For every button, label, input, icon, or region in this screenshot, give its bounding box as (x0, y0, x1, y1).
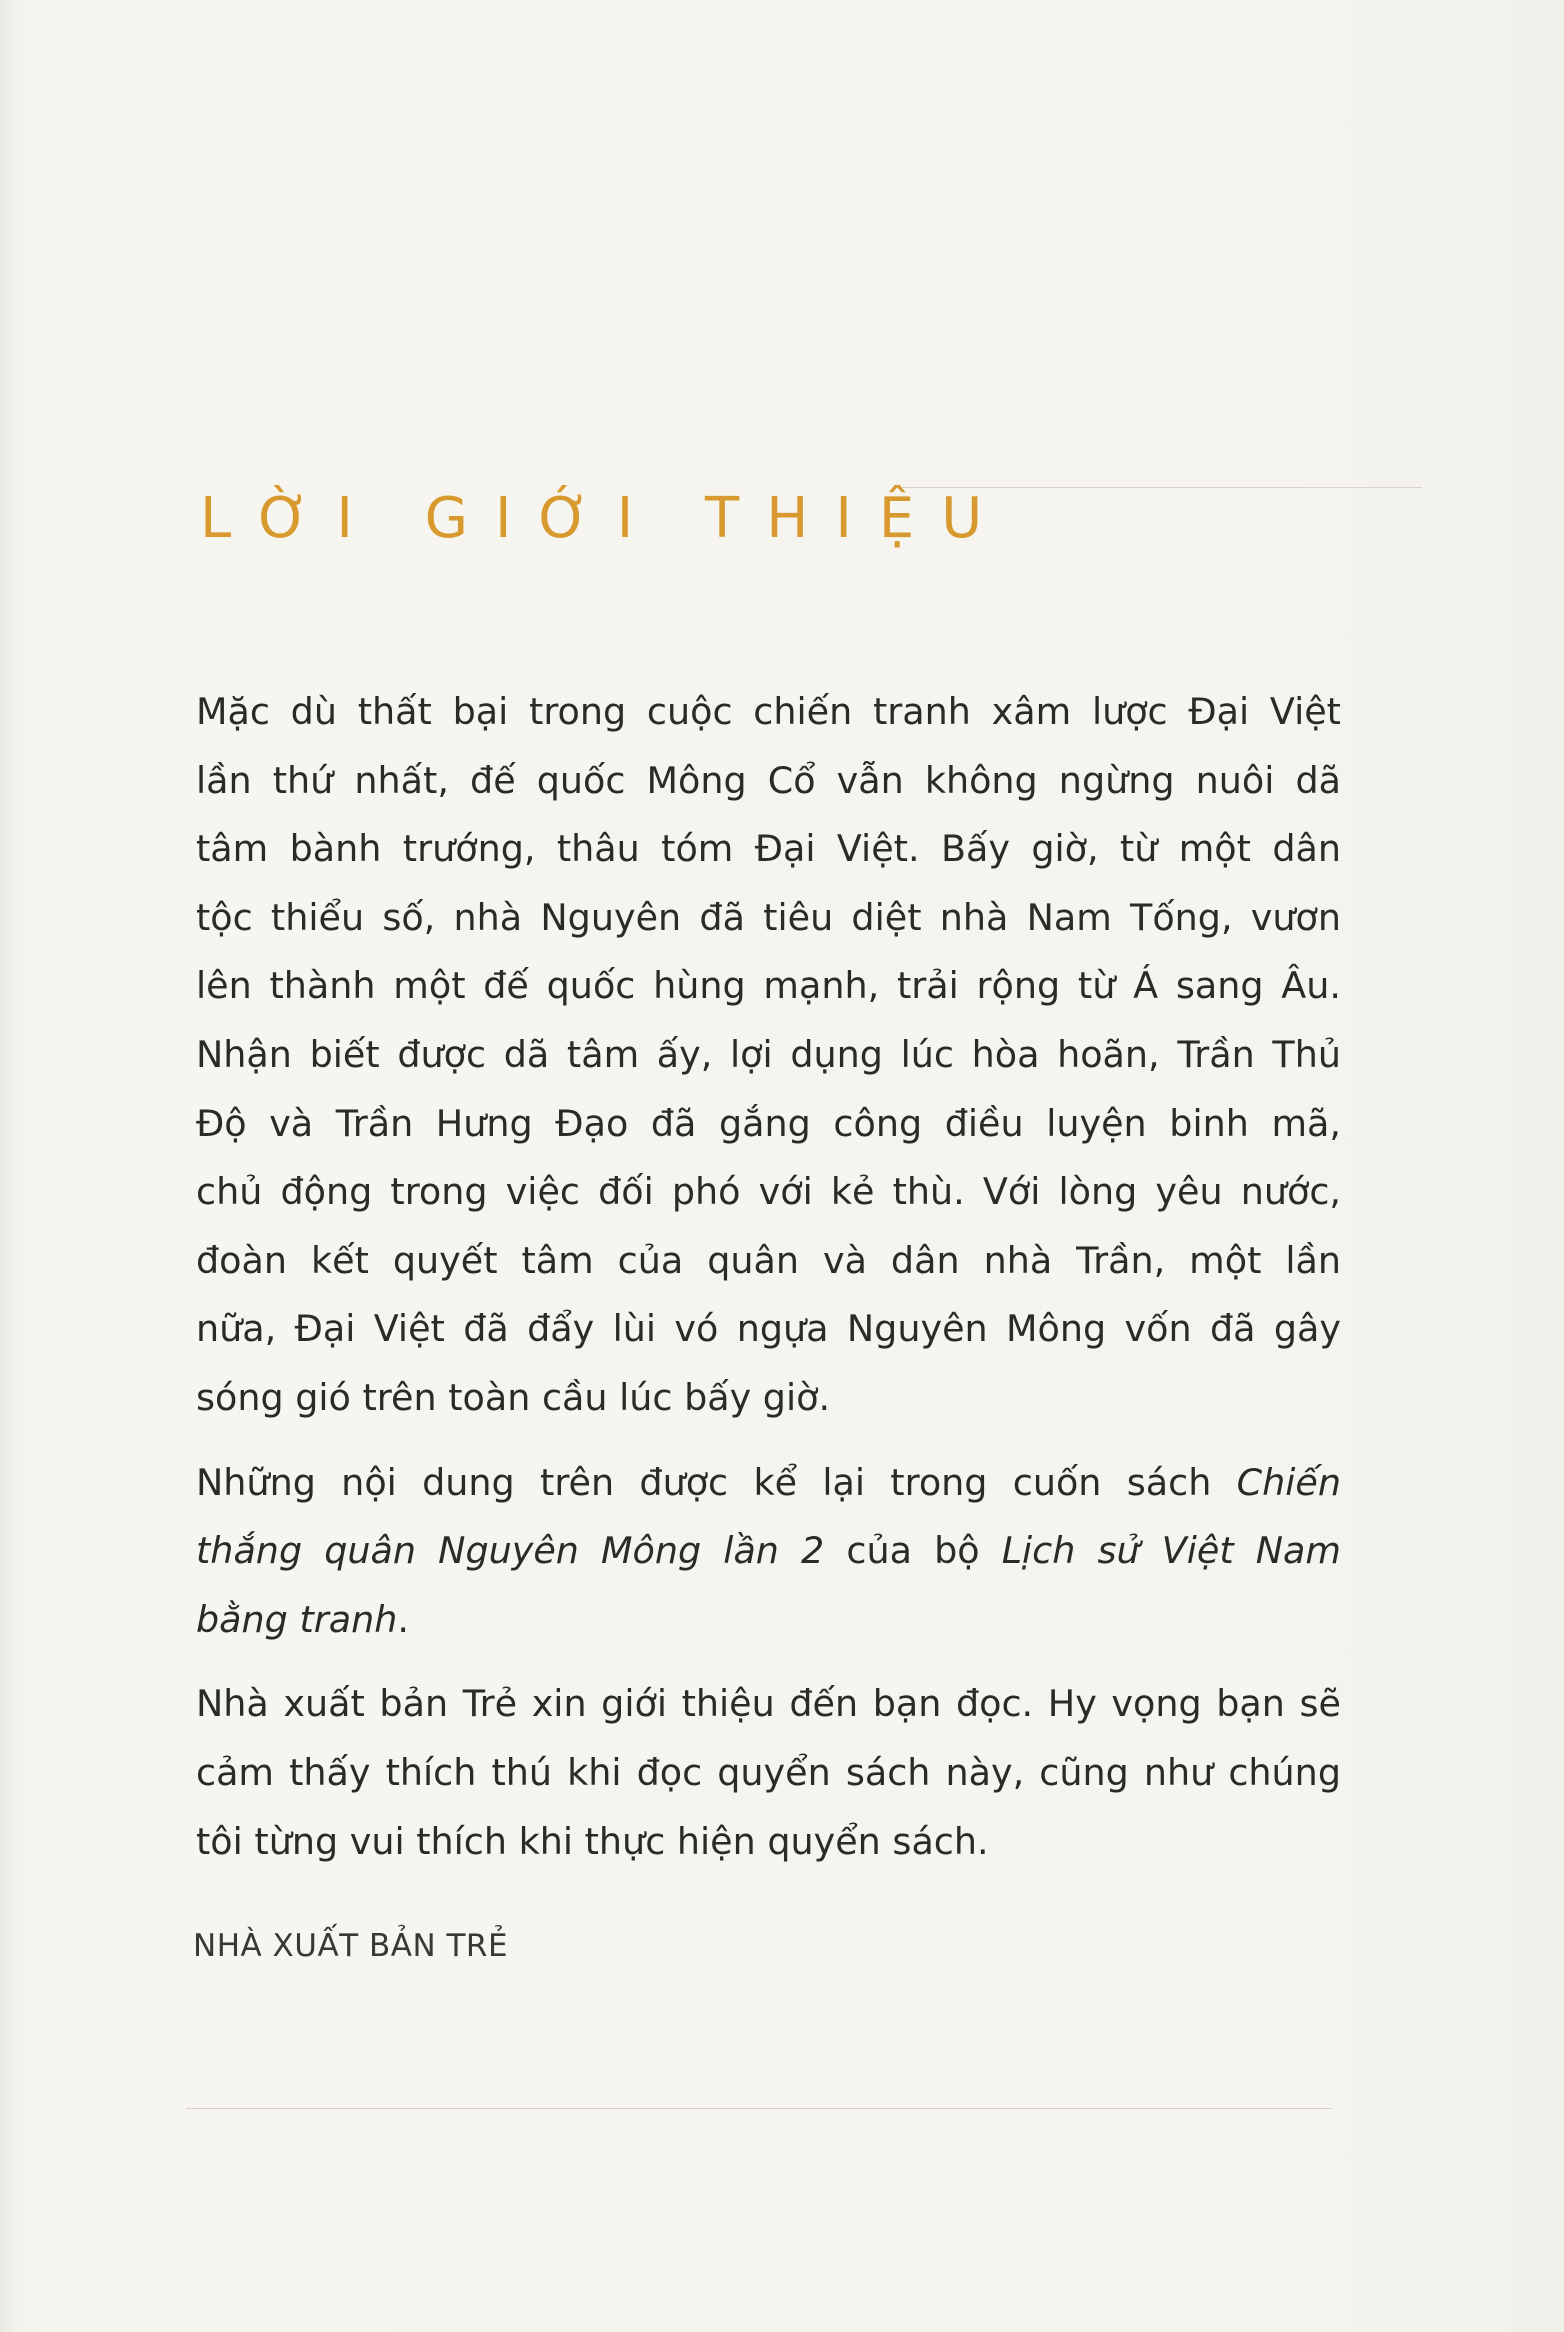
paragraph-3 (196, 1670, 1341, 1876)
text-line (196, 1517, 1341, 1586)
text-line: tôi từng vui thích khi thực hiện quyển sách. (196, 1819, 989, 1863)
publisher-signature: NHÀ XUẤT BẢN TRẺ (193, 1928, 509, 1964)
text-line (196, 1586, 1341, 1655)
title-divider (902, 487, 1422, 488)
text-segment: Những nội dung trên được kể lại trong cuốn sách (196, 1460, 1237, 1504)
text-line: lần thứ nhất, đế quốc Mông Cổ vẫn không ngừng nuôi dã (196, 758, 1341, 802)
text-line: lên thành một đế quốc hùng mạnh, trải rộng từ Á sang Âu. (196, 964, 1341, 1008)
series-title-segment: Lịch sử Việt Nam (1001, 1529, 1341, 1573)
text-line: sóng gió trên toàn cầu lúc bấy giờ. (196, 1375, 831, 1419)
page-title: LỜI GIỚI THIỆU (200, 485, 1010, 551)
text-segment: của bộ (824, 1529, 1002, 1573)
text-line: tộc thiểu số, nhà Nguyên đã tiêu diệt nhà Nam Tống, vươn (196, 895, 1341, 939)
series-title-segment: bằng tranh (196, 1597, 398, 1641)
text-line: nữa, Đại Việt đã đẩy lùi vó ngựa Nguyên Mông vốn đã gây (196, 1307, 1341, 1351)
paragraph-2 (196, 1449, 1341, 1655)
book-title-segment: Chiến (1236, 1460, 1341, 1504)
text-line: Độ và Trần Hưng Đạo đã gắng công điều luyện binh mã, (196, 1101, 1341, 1145)
text-line: Mặc dù thất bại trong cuộc chiến tranh xâm lược Đại Việt (196, 690, 1341, 733)
text-line: cảm thấy thích thú khi đọc quyển sách này, cũng như chúng (196, 1750, 1341, 1794)
text-line (196, 1449, 1341, 1518)
text-line: đoàn kết quyết tâm của quân và dân nhà Trần, một lần (196, 1238, 1341, 1282)
paragraph-1 (196, 678, 1341, 1433)
text-line: Nhận biết được dã tâm ấy, lợi dụng lúc hòa hoãn, Trần Thủ (196, 1032, 1341, 1076)
introduction-body (196, 678, 1341, 1876)
text-line: Nhà xuất bản Trẻ xin giới thiệu đến bạn đọc. Hy vọng bạn sẽ (196, 1682, 1341, 1726)
text-segment: . (397, 1597, 410, 1641)
text-line: chủ động trong việc đối phó với kẻ thù. Với lòng yêu nước, (196, 1170, 1341, 1214)
book-title-segment: thắng quân Nguyên Mông lần 2 (196, 1529, 825, 1573)
bottom-divider (186, 2108, 1332, 2109)
text-line: tâm bành trướng, thâu tóm Đại Việt. Bấy giờ, từ một dân (196, 827, 1341, 871)
